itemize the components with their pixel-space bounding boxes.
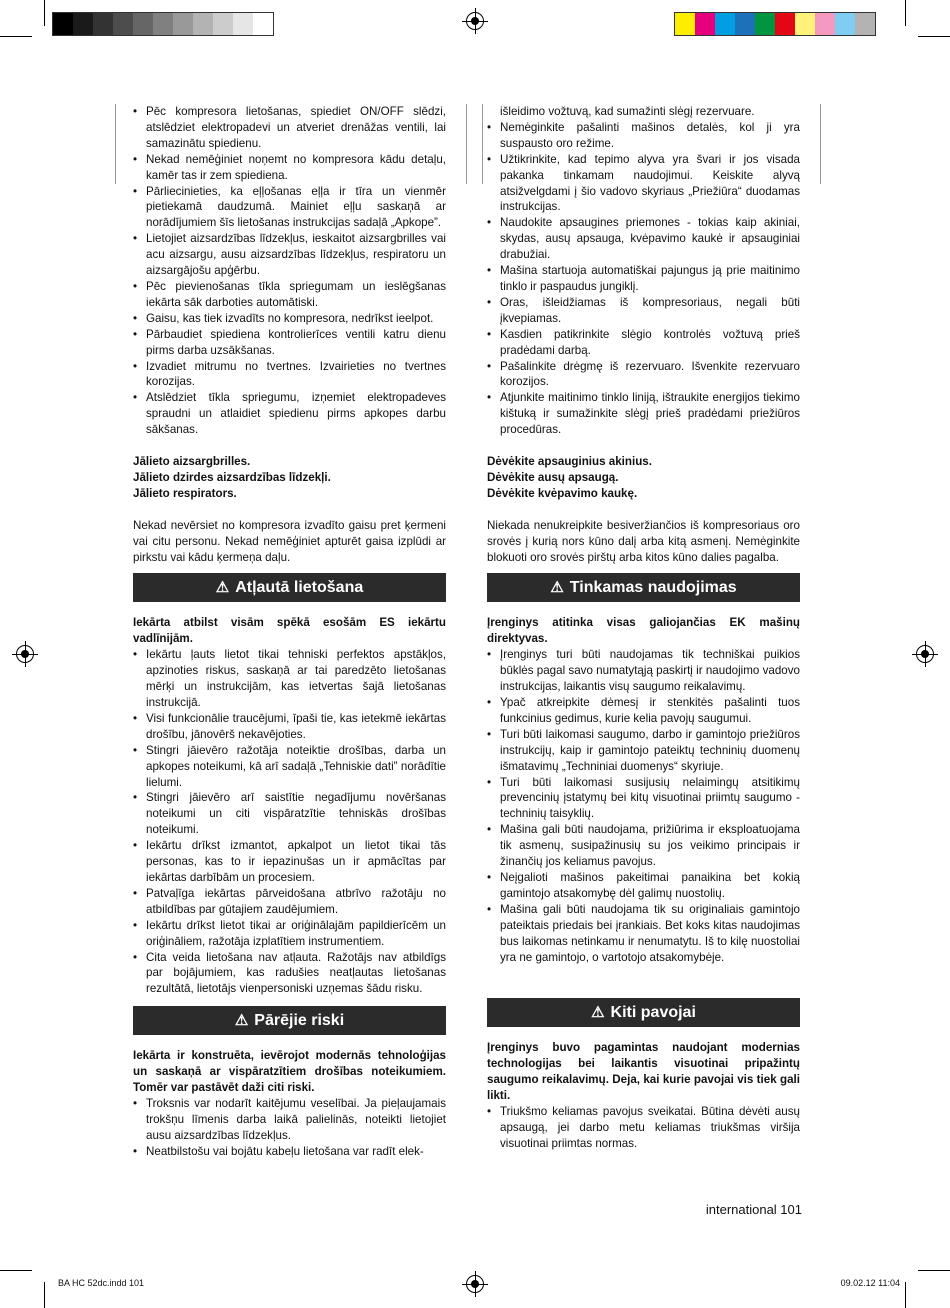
- color-swatch: [233, 13, 253, 35]
- warning-icon: ⚠: [550, 579, 564, 597]
- crop-mark-top-right-h: [918, 36, 950, 37]
- list-item: • Neatbilstošu vai bojātu kabeļu lietošana var radīt elek-: [133, 1144, 446, 1160]
- color-swatch: [73, 13, 93, 35]
- list-item: • Naudokite apsaugines priemones - tokias kaip akiniai, skydas, ausų apsauga, kvėpavimo kaukė ir apsauginiai drabužiai.: [487, 215, 800, 263]
- color-swatch: [253, 13, 273, 35]
- color-swatch: [113, 13, 133, 35]
- list-item: • Kasdien patikrinkite slėgio kontrolės vožtuvą prieš pradėdami darbą.: [487, 327, 800, 359]
- list-item: • Turi būti laikomasi saugumo, darbo ir gamintojo priežiūros instrukcijų, kaip ir gamintojo pateiktų techninių duomenų išmatavimų „Techniniai duomenys“ skyriuje.: [487, 727, 800, 775]
- crop-mark-bottom-left-v: [44, 1282, 45, 1308]
- color-swatch: [755, 13, 775, 35]
- section-heading-other-dangers: [487, 998, 800, 1027]
- warning-icon: ⚠: [234, 1011, 249, 1029]
- list-item: • Užtikrinkite, kad tepimo alyva yra švari ir jos visada pakanka tinkamam naudojimui. Keiskite alyvą atsižvelgdami į šio vadovo skyriaus „Priežiūra“ duodamas instrukcijas.: [487, 152, 800, 216]
- crop-mark-bottom-right-h: [918, 1270, 950, 1271]
- list-item: • Visi funkcionālie traucējumi, īpaši tie, kas ietekmē iekārtas drošību, jānovērš nekavējoties.: [133, 711, 446, 743]
- color-swatch: [815, 13, 835, 35]
- right-safety-list: [487, 120, 800, 438]
- left-warning-lines: [133, 454, 446, 502]
- grayscale-color-bar: [52, 12, 274, 36]
- crop-mark-bottom-left-h: [0, 1270, 32, 1271]
- warning-line: Dėvėkite kvėpavimo kaukę.: [487, 486, 638, 500]
- permitted-use-list: [133, 647, 446, 997]
- list-item: • Troksnis var nodarīt kaitējumu veselībai. Ja pieļaujamais trokšņu līmenis darba laikā palielinās, noteikti lietojiet ausu aizsardzības līdzekļus.: [133, 1096, 446, 1144]
- list-item: • Atslēdziet tīkla spriegumu, izņemiet elektropadeves spraudni un atlaidiet spiedienu pirms apkopes darbu sākšanas.: [133, 390, 446, 438]
- list-item: • Neįgalioti mašinos pakeitimai panaikina bet kokią gamintojo atsakomybę dėl galimų nuostolių.: [487, 870, 800, 902]
- color-swatch: [133, 13, 153, 35]
- warning-icon: ⚠: [591, 1003, 605, 1021]
- warning-line: Dėvėkite apsauginius akinius.: [487, 455, 652, 469]
- color-swatch: [53, 13, 73, 35]
- color-swatch: [193, 13, 213, 35]
- left-warning-paragraph: Nekad nevērsiet no kompresora izvadīto gaisu pret ķermeni vai citu personu. Nekad nemēģiniet apturēt gaisa izplūdi ar pirkstu vai kādu ķermeņa daļu.: [133, 518, 446, 564]
- list-item: • Cita veida lietošana nav atļauta. Ražotājs nav atbildīgs par bojājumiem, kas radušies neatļautas lietošanas rezultātā, lietotājs vienpersoniski uzņemas šādu risku.: [133, 950, 446, 998]
- list-item: • Izvadiet mitrumu no tvertnes. Izvairieties no tvertnes korozijas.: [133, 359, 446, 391]
- column-rule-middle-left: [466, 104, 467, 184]
- list-item: • Įrenginys turi būti naudojamas tik techniškai puikios būklės pagal savo numatytąją paskirtį ir naudojimo vadovo instrukcijas, laikantis visų saugumo reikalavimų.: [487, 647, 800, 695]
- list-item: • Mašina gali būti naudojama tik su originaliais gamintojo pateiktais priedais bei įrankiais. Bet koks kitas naudojimas bus laikomas netinkamu ir nenumatytu. Iš to kilę nuostoliai yra ne gamintojo, o vartotojo atsakomybėje.: [487, 902, 800, 966]
- section-heading-permitted-use: [133, 573, 446, 602]
- column-rule-middle-right: [482, 104, 483, 184]
- registration-mark-top: [466, 12, 484, 30]
- section-heading-proper-use: [487, 573, 800, 602]
- color-swatch: [775, 13, 795, 35]
- color-swatch: [715, 13, 735, 35]
- list-item: • Pašalinkite drėgmę iš rezervuaro. Išvenkite rezervuaro korozijos.: [487, 359, 800, 391]
- list-item: • Turi būti laikomasi susijusių nelaimingų atsitikimų prevencinių įstatymų bei kitų visuotinai priimtų saugumo - techninių taisyklių.: [487, 775, 800, 823]
- list-item: • Pārbaudiet spiediena kontrolierīces ventili katru dienu pirms darba uzsākšanas.: [133, 327, 446, 359]
- color-swatch: [213, 13, 233, 35]
- section-intro: Įrenginys atitinka visas galiojančias EK mašinų direktyvas.: [487, 616, 800, 646]
- left-column: [133, 104, 446, 1160]
- list-item: • Oras, išleidžiamas iš kompresoriaus, negali būti įkvepiamas.: [487, 295, 800, 327]
- list-item: • Patvaļīga iekārtas pārveidošana atbrīvo ražotāju no atbildības par gūtajiem zaudējumiem.: [133, 886, 446, 918]
- list-item: • Nekad nemēģiniet noņemt no kompresora kādu detaļu, kamēr tas ir zem spiediena.: [133, 152, 446, 184]
- list-item: • Lietojiet aizsardzības līdzekļus, ieskaitot aizsargbrilles vai acu aizsargu, ausu aizsardzības līdzekļus, respiratoru un aizsargājošu apģērbu.: [133, 231, 446, 279]
- date-slug: 09.02.12 11:04: [840, 1278, 900, 1288]
- file-slug: BA HC 52dc.indd 101: [58, 1278, 145, 1288]
- crop-mark-bottom-right-v: [905, 1282, 906, 1308]
- list-item: • Stingri jāievēro ražotāja noteiktie drošības, darba un apkopes noteikumi, kā arī sadaļā „Tehniskie dati” norādītie lielumi.: [133, 743, 446, 791]
- continuation-line: išleidimo vožtuvą, kad sumažinti slėgį rezervuare.: [500, 105, 755, 118]
- registration-mark-left: [16, 645, 34, 663]
- warning-line: Jālieto dzirdes aizsardzības līdzekļi.: [133, 470, 331, 484]
- column-rule-left: [115, 104, 116, 184]
- section-title: Kiti pavojai: [610, 1003, 696, 1021]
- list-item: • Gaisu, kas tiek izvadīts no kompresora, nedrīkst ieelpot.: [133, 311, 446, 327]
- proper-use-list: [487, 647, 800, 965]
- list-item: • Iekārtu drīkst izmantot, apkalpot un lietot tikai tās personas, kas to ir iepazinušas un ir apmācītas par iekārtas darbībām un procesiem.: [133, 838, 446, 886]
- section-intro: Iekārta ir konstruēta, ievērojot modernās tehnoloģijas un saskaņā ar vispāratzītiem drošības noteikumiem. Tomēr var pastāvēt daži citi riski.: [133, 1049, 446, 1095]
- right-column: [487, 104, 800, 1152]
- right-warning-lines: [487, 454, 800, 502]
- column-rule-right: [820, 104, 821, 184]
- list-item: • Iekārtu drīkst lietot tikai ar oriģinālajām papildierīcēm un oriģināliem, ražotāja izplatītiem instrumentiem.: [133, 918, 446, 950]
- list-item: • Ypač atkreipkite dėmesį ir stenkitės pašalinti tuos funkcinius gedimus, kurie kelia pavojų saugumui.: [487, 695, 800, 727]
- other-dangers-list: [487, 1104, 800, 1152]
- right-warning-paragraph: Niekada nenukreipkite besiveržiančios iš kompresoriaus oro srovės į kurią nors kūno dalį arba kitą asmenį. Nemėginkite blokuoti oro srovės pirštų arba kitos kūno dalies pagalba.: [487, 518, 800, 564]
- registration-mark-right: [916, 645, 934, 663]
- section-intro: Įrenginys buvo pagamintas naudojant modernias technologijas bei laikantis visuotinai pripažintų saugumo reikalavimų. Deja, kai kurie pavojai vis tiek gali likti.: [487, 1041, 800, 1103]
- color-swatch: [735, 13, 755, 35]
- color-swatch: [675, 13, 695, 35]
- color-swatch: [173, 13, 193, 35]
- list-item: • Pārliecinieties, ka eļļošanas eļļa ir tīra un vienmēr pietiekamā daudzumā. Mainiet eļļu saskaņā ar norādījumiem šīs lietošanas instrukcijas sadaļā „Apkope”.: [133, 184, 446, 232]
- warning-line: Dėvėkite ausų apsaugą.: [487, 470, 619, 484]
- crop-mark-top-left-h: [0, 36, 32, 37]
- warning-icon: ⚠: [215, 579, 230, 597]
- color-swatch: [855, 13, 875, 35]
- section-title: Pārējie riski: [254, 1011, 345, 1029]
- left-safety-list: [133, 104, 446, 438]
- color-swatch: [153, 13, 173, 35]
- warning-line: Jālieto aizsargbrilles.: [133, 455, 251, 469]
- color-swatch: [93, 13, 113, 35]
- crop-mark-top-left-v: [44, 0, 45, 26]
- section-title: Tinkamas naudojimas: [569, 579, 737, 597]
- color-swatch: [795, 13, 815, 35]
- list-item: • Stingri jāievēro arī saistītie negadījumu novēršanas noteikumi un citi vispāratzītie tehniskās drošības noteikumi.: [133, 790, 446, 838]
- crop-mark-top-right-v: [905, 0, 906, 26]
- warning-line: Jālieto respirators.: [133, 486, 237, 500]
- color-swatch: [695, 13, 715, 35]
- process-color-bar: [674, 12, 876, 36]
- color-swatch: [835, 13, 855, 35]
- page-number: international 101: [705, 1202, 802, 1217]
- section-heading-residual-risks: [133, 1006, 446, 1035]
- list-item: • Nemėginkite pašalinti mašinos detalės, kol ji yra suspausto oro režime.: [487, 120, 800, 152]
- list-item: • Atjunkite maitinimo tinklo liniją, ištraukite energijos tiekimo kištuką ir sumažinkite slėgį prieš pradėdami priežiūros procedūras.: [487, 390, 800, 438]
- list-item: • Pēc kompresora lietošanas, spiediet ON/OFF slēdzi, atslēdziet elektropadevi un atveriet drenāžas ventili, lai samazinātu spiedienu.: [133, 104, 446, 152]
- section-title: Atļautā lietošana: [235, 579, 364, 597]
- list-item: • Mašina gali būti naudojama, prižiūrima ir eksploatuojama tik asmenų, susipažinusių su jos veikimo principais ir žinančių jos keliamus pavojus.: [487, 822, 800, 870]
- list-item: • Pēc pievienošanas tīkla spriegumam un ieslēgšanas iekārta sāk darboties automātiski.: [133, 279, 446, 311]
- list-item: • Iekārtu ļauts lietot tikai tehniski perfektos apstākļos, apzinoties riskus, saskaņā ar tai paredzēto lietošanas mērķi un instrukcijām, kas ietvertas šajā lietošanas instrukcijā.: [133, 647, 446, 711]
- residual-risks-list: [133, 1096, 446, 1160]
- list-item: • Mašina startuoja automatiškai pajungus ją prie maitinimo tinklo ir paspaudus jungiklį.: [487, 263, 800, 295]
- list-item: • Triukšmo keliamas pavojus sveikatai. Būtina dėvėti ausų apsaugą, jei darbo metu keliamas triukšmas viršija visuotinai priimtas normas.: [487, 1104, 800, 1152]
- section-intro: Iekārta atbilst visām spēkā esošām ES iekārtu vadlīnijām.: [133, 616, 446, 646]
- registration-mark-bottom: [466, 1275, 484, 1293]
